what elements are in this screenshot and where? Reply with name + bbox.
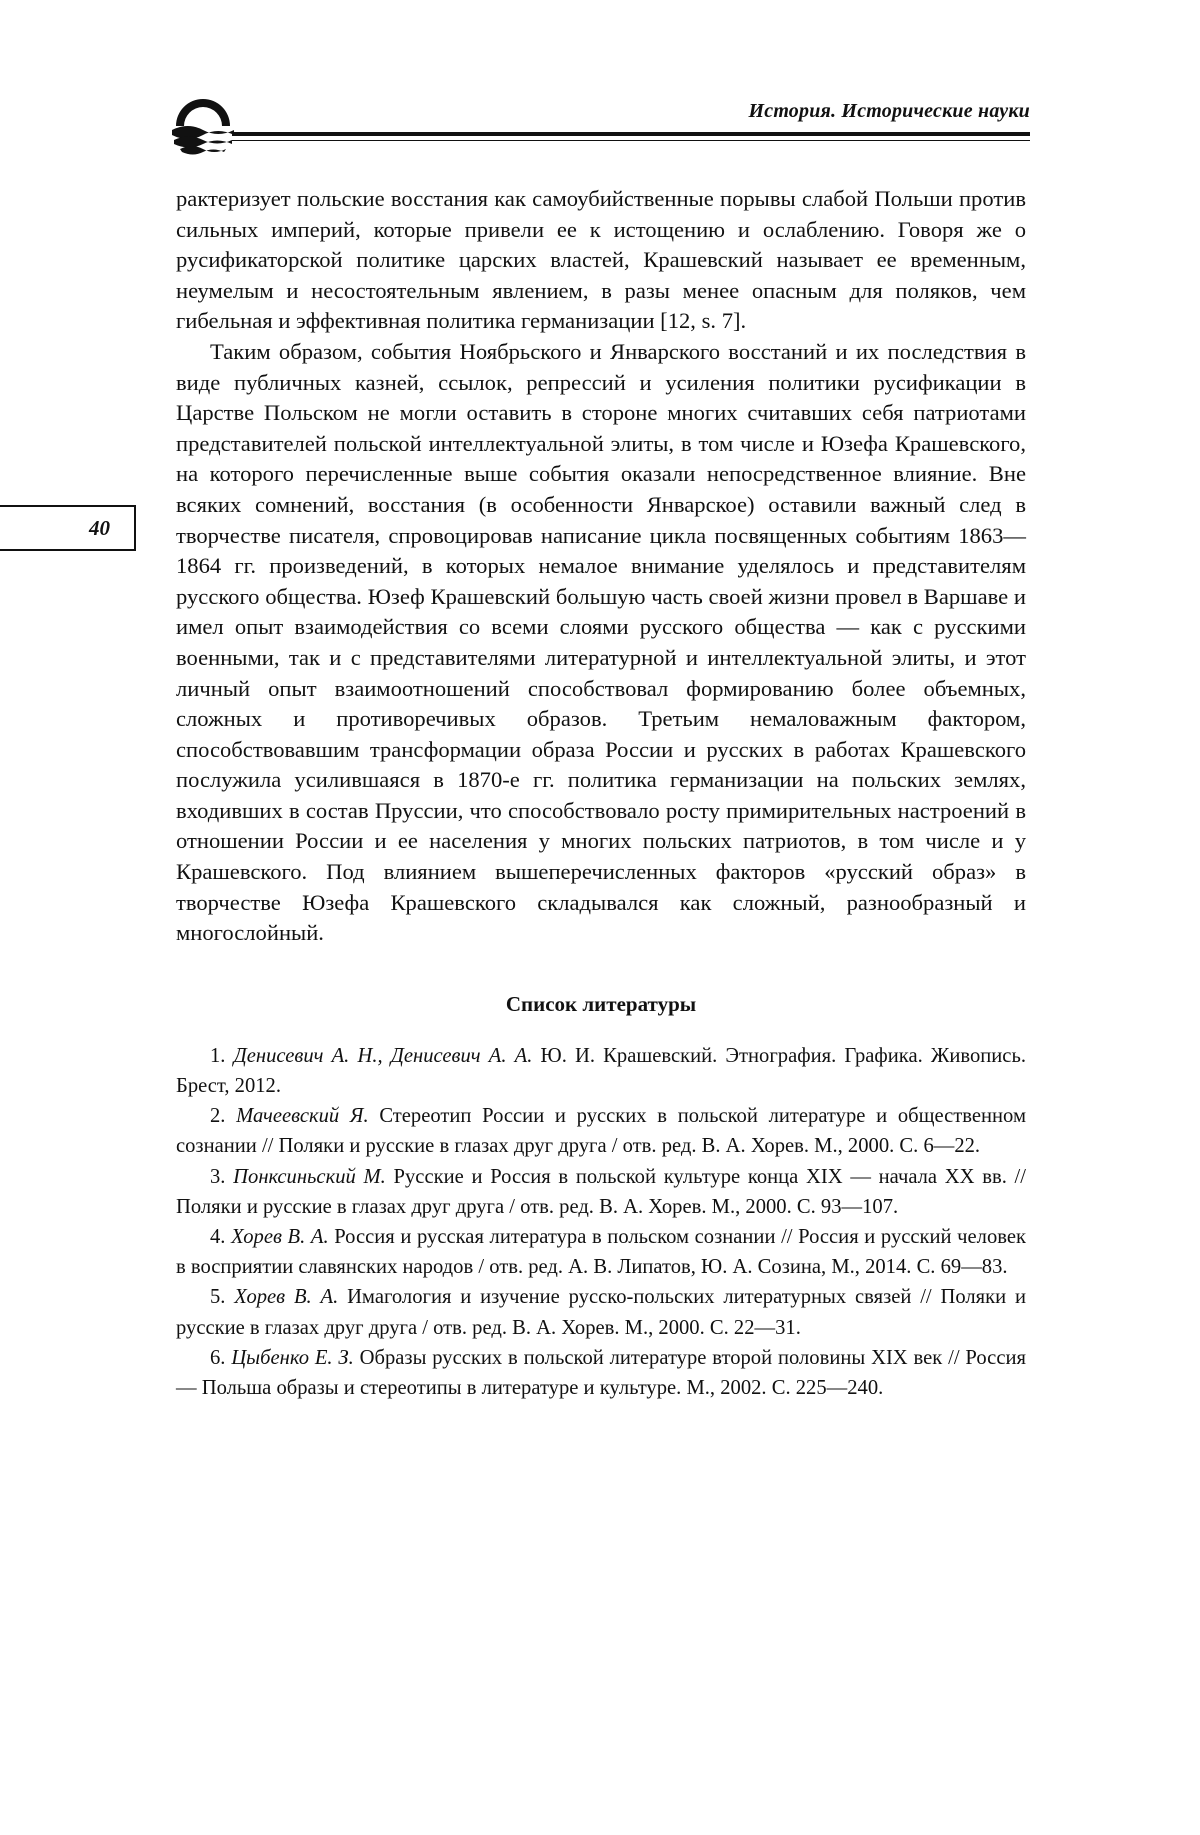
reference-item — [176, 1041, 1026, 1101]
references-list — [176, 1041, 1026, 1403]
reference-number: 3. — [210, 1165, 226, 1188]
reference-number: 4. — [210, 1226, 226, 1249]
reference-text: Имагология и изучение русско-польских литературных связей // Поляки и русские в глазах друг друга / отв. ред. В. А. Хорев. М., 2000. С. 22—31. — [176, 1286, 1026, 1339]
reference-text: Ю. И. Крашевский. Этнография. Графика. Живопись. Брест, 2012. — [176, 1044, 1026, 1098]
reference-item — [176, 1282, 1026, 1342]
page-number: 40 — [89, 516, 110, 540]
header-title: История. Исторические науки — [748, 100, 1030, 122]
paragraph-2: Таким образом, события Ноябрьского и Январского восстаний и их последствия в виде публичных казней, ссылок, репрессий и усиления политики русификации в Царстве Польском не могли оставить в стороне многих считавших себя патриотами представителей польской интеллектуальной элиты, в том числе и Юзефа Крашевского, на которого перечисленные выше события оказали непосредственное влияние. Вне всяких сомнений, восстания (в особенности Январское) оставили важный след в творчестве писателя, спровоцировав написание цикла посвященных событиям 1863—1864 гг. произведений, в которых немалое внимание уделялось и представителям русского общества. Юзеф Крашевский большую часть своей жизни провел в Варшаве и имел опыт взаимодействия со всеми слоями русского общества — как с русскими военными, так и с представителями литературной и интеллектуальной элиты, и этот личный опыт взаимоотношений способствовал формированию более объемных, сложных и противоречивых образов. Третьим немаловажным фактором, способствовавшим трансформации образа России и русских в работах Крашевского послужила усилившаяся в 1870-е гг. политика германизации на польских землях, входивших в состав Пруссии, что способствовало росту примирительных настроений в отношении России и ее населения у многих польских патриотов, в том числе и у Крашевского. Под влиянием вышеперечисленных факторов «русский образ» в творчестве Юзефа Крашевского складывался как сложный, разнообразный и многослойный. — [176, 338, 1026, 946]
journal-logo-icon — [170, 96, 236, 158]
reference-number: 5. — [210, 1286, 226, 1309]
reference-author: Денисевич А. Н., Денисевич А. А. — [233, 1044, 533, 1067]
page-number-box — [0, 505, 136, 551]
reference-item — [176, 1101, 1026, 1161]
header-rule-thick — [232, 132, 1030, 136]
reference-author: Цыбенко Е. З. — [231, 1346, 354, 1369]
reference-item — [176, 1222, 1026, 1282]
reference-author: Понксиньский М. — [233, 1165, 386, 1188]
reference-text: Стереотип России и русских в польской литературе и общественном сознании // Поляки и русские в глазах друг друга / отв. ред. В. А. Хорев. М., 2000. С. 6—22. — [176, 1105, 1026, 1158]
reference-text: Русские и Россия в польской культуре конца XIX — начала XX вв. // Поляки и русские в глазах друг друга / отв. ред. В. А. Хорев. М., 2000. С. 93—107. — [176, 1165, 1026, 1218]
paragraph-1: рактеризует польские восстания как самоубийственные порывы слабой Польши против сильных империй, которые привели ее к истощению и ослаблению. Говоря же о русификаторской политике царских властей, Крашевский называет ее временным, неумелым и несостоятельным явлением, в разы менее опасным для поляков, чем гибельная и эффективная политика германизации [12, s. 7]. — [176, 186, 1026, 334]
header-rule-thin — [232, 140, 1030, 141]
reference-author: Хорев В. А. — [231, 1226, 329, 1249]
reference-author: Хорев В. А. — [234, 1286, 339, 1309]
reference-item — [176, 1162, 1026, 1222]
reference-text: Образы русских в польской литературе второй половины XIX век // Россия — Польша образы и стереотипы в литературе и культуре. М., 2002. С. 225—240. — [176, 1346, 1026, 1400]
reference-item — [176, 1343, 1026, 1403]
reference-number: 1. — [210, 1044, 226, 1067]
references-heading: Список литературы — [505, 991, 697, 1016]
main-content — [176, 184, 1026, 1403]
reference-text: Россия и русская литература в польском сознании // Россия и русский человек в восприятии славянских народов / отв. ред. А. В. Липатов, Ю. А. Созина, М., 2014. С. 69—83. — [176, 1226, 1027, 1279]
running-header — [170, 96, 1030, 156]
reference-author: Мачеевский Я. — [236, 1105, 369, 1128]
reference-number: 6. — [210, 1346, 226, 1369]
reference-number: 2. — [210, 1105, 226, 1128]
